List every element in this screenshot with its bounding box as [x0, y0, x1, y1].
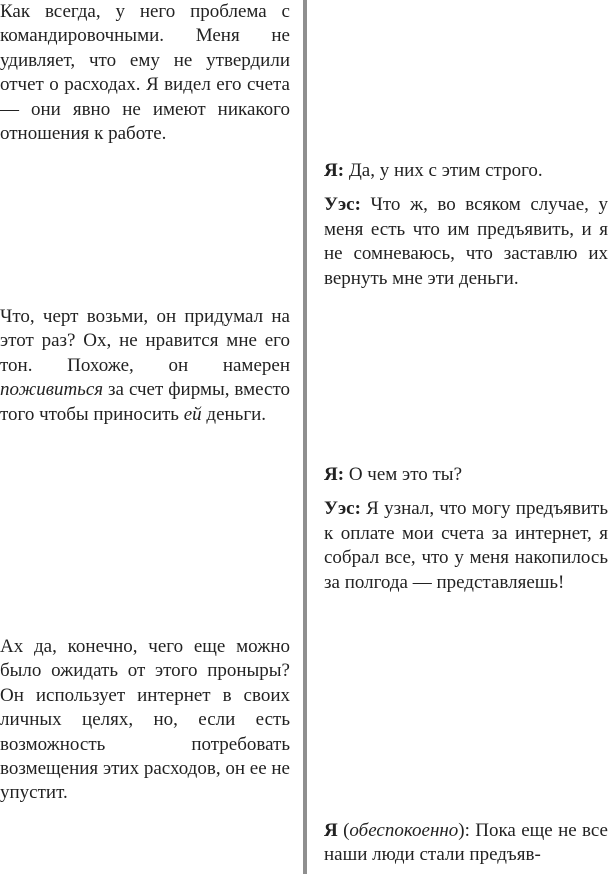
dialogue-text — [324, 194, 608, 288]
thought-block-2 — [0, 305, 290, 427]
dialogue-text — [344, 160, 543, 181]
text-run: деньги. — [201, 403, 267, 425]
emphasis-text: обеспокоенно — [349, 820, 459, 841]
thought-paragraph — [0, 305, 290, 427]
text-run: Я узнал, что могу предъявить к оплате мои счета за интернет, я собрал все, что у меня накопилось за полгода — представляешь! — [324, 498, 608, 593]
thought-paragraph — [0, 0, 290, 146]
text-run: Что ж, во всяком случае, у меня есть что им предъявить, и я не сомневаюсь, что заставлю их вернуть мне эти деньги. — [324, 194, 608, 289]
speaker-label: Я: — [324, 160, 345, 181]
dialogue-line — [324, 463, 608, 487]
text-run: Да, у них с этим строго. — [344, 160, 543, 181]
speaker-label: Уэс: — [324, 194, 361, 216]
text-run: ): Пока еще не все наши люди стали предъяв- — [324, 820, 608, 866]
text-run: Как всегда, у него проблема с командировочными. Меня не удивляет, что ему не утвердили отчет о расходах. Я видел его счета — они явно не имеют никакого отношения к работе. — [0, 1, 290, 145]
text-run: О чем это ты? — [344, 464, 463, 485]
dialogue-line — [324, 159, 608, 183]
thought-paragraph — [0, 635, 290, 806]
text-run: ( — [337, 820, 350, 841]
text-run: Ах да, конечно, чего еще можно было ожидать от этого проныры? Он использует интернет в своих личных целях, но, если есть возможность потребовать возмещения этих расходов, он ее не упустит. — [0, 636, 290, 804]
thought-block-1 — [0, 0, 290, 146]
emphasis-text: ей — [183, 403, 202, 425]
dialogue-line — [324, 193, 608, 291]
speaker-label: Уэс: — [324, 498, 361, 520]
dialogue-text — [324, 498, 608, 592]
thought-block-3 — [0, 635, 290, 806]
dialogue-text — [344, 464, 462, 485]
dialogue-line — [324, 497, 608, 595]
dialogue-block-3 — [324, 819, 608, 868]
speaker-label: Я: — [324, 464, 345, 485]
dialogue-block-2 — [324, 463, 608, 595]
text-run: за счет фирмы, вместо того чтобы приносить — [0, 379, 290, 425]
dialogue-block-1 — [324, 159, 608, 291]
dialogue-line — [324, 819, 608, 868]
column-divider — [303, 0, 307, 874]
speaker-label: Я — [324, 820, 338, 841]
text-run: Что, черт возьми, он придумал на этот раз? Ох, не нравится мне его тон. Похоже, он намерен — [0, 306, 290, 376]
dialogue-text — [324, 820, 608, 865]
emphasis-text: поживиться — [0, 379, 104, 401]
